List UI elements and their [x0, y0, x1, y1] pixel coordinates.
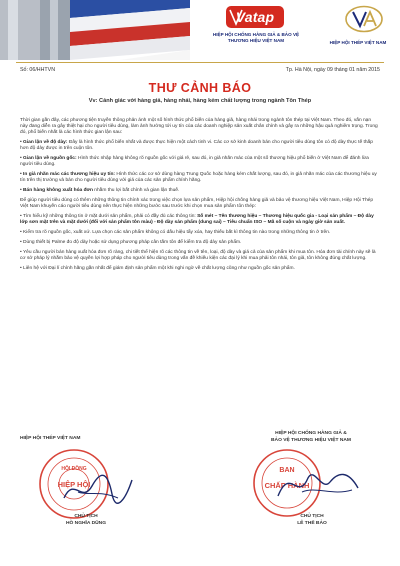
steel-coils-image [0, 0, 190, 60]
advice-item-required-info: Số mét – Tên thương hiệu – Thương hiệu quốc gia - Loại sản phẩm – Độ dày lớp sơn mặt trên và mặt dưới (đối với sản phẩm tôn màu) - Độ dày sản phẩm (dung sai) – Tiêu chuẩn ISO – Mã số cuộn và ngày giờ sản xuất. [20, 214, 374, 226]
steel-association-name: HIỆP HỘI THÉP VIỆT NAM [329, 40, 387, 45]
fraud-item-origin [20, 156, 380, 168]
fraud-item-no-invoice [20, 188, 380, 194]
document-date: Tp. Hà Nội, ngày 09 tháng 01 năm 2015 [285, 67, 380, 73]
advice-item-origin: • Kiểm tra rõ nguồn gốc, xuất xứ. Lựa chọn các sản phẩm không có dấu hiệu tẩy xóa, hay thiếu bất kì thông tin nào trong những thông tin ở trên. [20, 230, 331, 235]
left-handwritten-signature [57, 468, 136, 508]
left-signatory-role: CHỦ TỊCH [74, 514, 98, 519]
fraud-item-label: • Bán hàng không xuất hóa đơn [20, 188, 93, 194]
advice-item-check-info [20, 214, 380, 226]
advice-item-contact-dealer: • Liên hệ với Đại lí chính hãng gần nhất để giám định sản phẩm một khi nghi ngờ về chất lượng cũng như nguồn gốc sản phẩm. [20, 265, 295, 271]
right-signatory-role: CHỦ TỊCH [300, 514, 324, 519]
left-seal-main-text: HIỆP HỘI [57, 480, 91, 489]
letter-body [20, 118, 380, 275]
left-signatory-name: HỒ NGHĨA DŨNG [65, 521, 107, 526]
right-seal-main-text: CHẤP HÀNH [264, 481, 310, 490]
right-handwritten-signature [272, 462, 362, 506]
intro-paragraph: Thời gian gần đây, các phương tiện truyền thông phản ánh một số hình thức phổ biến của hàng giả, hàng nhái trong ngành tôn thép tại Việt Nam. Theo đó, vấn nạn này đang diễn ra gây thiệt hại cho người tiêu dùng, làm ảnh hưởng tới uy tín của các doanh nghiệp sản xuất chân chính và gây ra những hậu quả nghiêm trọng. Trong đó, phổ biến nhất là các hình thức gian lận sau: [20, 118, 378, 136]
fraud-item-label: • In giả nhãn mác các thương hiệu uy tín: [20, 172, 116, 178]
letter-subject: Vv: Cảnh giác với hàng giả, hàng nhái, hàng kém chất lượng trong ngành Tôn Thép [88, 98, 312, 104]
fraud-item-text: Hình thức các cơ sở dùng hàng Trung Quốc hoặc hàng kém chất lượng, sau đó, in giả nhãn mác của các thương hiệu uy tín trên thị trường và bán cho người tiêu dùng với giá của các sản phẩm chính hãng. [20, 172, 377, 184]
letterhead [0, 0, 400, 60]
fraud-item-label: • Gian lận về nguồn gốc: [20, 156, 77, 162]
letter-title: THƯ CẢNH BÁO [148, 81, 252, 95]
fraud-item-text: nhằm thu lợi bất chính và gian lận thuế. [92, 188, 180, 194]
left-signatory-org: HIỆP HỘI THÉP VIỆT NAM [20, 436, 81, 441]
anti-counterfeit-association-name: HIỆP HỘI CHỐNG HÀNG GIẢ & BẢO VỆ THƯƠNG HIỆU VIỆT NAM [212, 32, 300, 43]
fraud-item-text: Đây là hình thức phổ biến nhất và được thực hiện một cách tinh vi. Các cơ sở kinh doanh bán cho người tiêu dùng tôn có độ dày thực tế thấp hơn độ dày được in trên cuộn tôn. [20, 140, 373, 152]
fraud-item-text: Hình thức nhập hàng không rõ nguồn gốc với giá rẻ, sau đó, in giả nhãn mác của một số thương hiệu phổ biến ở Việt Nam để đánh lừa người tiêu dùng. [20, 156, 369, 168]
advice-intro-paragraph: Để giúp người tiêu dùng có thêm những thông tin chính xác trong việc chọn lựa sản phẩm, Hiệp hội chống hàng giả và bảo vệ thương hiệu Việt Nam, Hiệp Hội Thép Việt Nam khuyến cáo người tiêu dùng nên thực hiện những bước sau trước khi chọn mua sản phẩm tôn thép: [20, 198, 374, 210]
right-signatory-org-line1: HIỆP HỘI CHỐNG HÀNG GIẢ & [275, 431, 347, 436]
header-divider [16, 62, 384, 63]
advice-item-invoice: • Yêu cầu người bán hàng xuất hóa đơn rõ ràng, chi tiết thể hiện rõ các thông tin về tên, loại, độ dày và giá cả của sản phẩm khi mua tôn. Hóa đơn tài chính này sẽ là cơ sở pháp lý nhằm bảo vệ quyền lợi hợp pháp cho người tiêu dùng trong vấn đề khiếu kiện các đại lý khi mua phải tôn nhái, tôn giả, tôn không đúng chất lượng. [20, 249, 376, 261]
right-signatory-org-line2: BẢO VỆ THƯƠNG HIỆU VIỆT NAM [271, 438, 351, 443]
fraud-item-label: • Gian lận về độ dày: [20, 140, 68, 146]
vatap-brand-name: Vatap [235, 9, 275, 25]
right-seal-top-text: BAN [279, 467, 295, 474]
advice-item-measure: • Dùng thiết bị Palme đo độ dày hoặc sử dụng phương pháp cân tấm tôn để kiểm tra độ dày sản phẩm. [20, 239, 242, 245]
right-signatory-name: LÊ THẾ BẢO [297, 521, 327, 526]
left-seal-top-text: HỘI ĐỒNG [61, 466, 87, 472]
steel-association-logo-icon [344, 5, 384, 33]
fraud-item-fake-labels [20, 172, 380, 184]
advice-item-text: • Tìm hiểu kỹ những thông tin ở mặt dưới sản phẩm, phải có đầy đủ các thông tin: [20, 214, 198, 219]
document-number: Số: 06/HHTVN [20, 67, 56, 73]
fraud-item-thickness [20, 140, 380, 152]
